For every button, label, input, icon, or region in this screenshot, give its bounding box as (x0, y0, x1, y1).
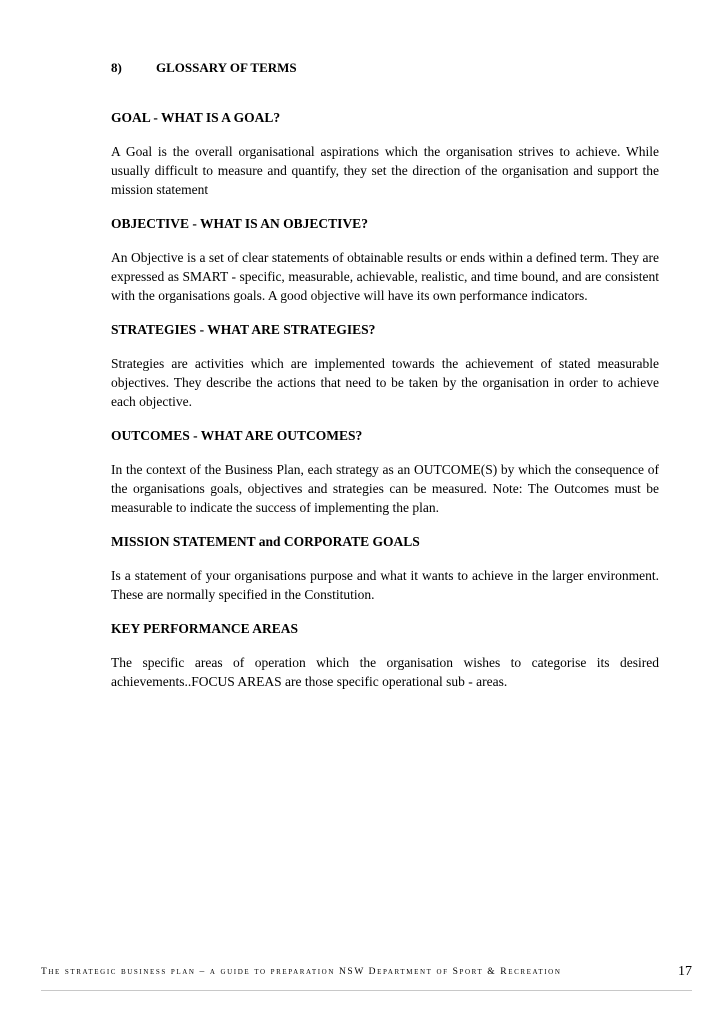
term-definition: Is a statement of your organisations purpose and what it wants to achieve in the larger environment. These are normally specified in the Constitution. (111, 568, 659, 602)
section-number: 8) (111, 60, 122, 75)
glossary-content (111, 108, 659, 706)
term-definition: In the context of the Business Plan, each strategy as an OUTCOME(S) by which the consequence of the organisations goals, objectives and strategies can be measured. Note: The Outcomes must be measurable to indicate the success of implementing the plan. (111, 462, 659, 515)
glossary-term-outcomes (111, 426, 659, 517)
section-title: GLOSSARY OF TERMS (156, 60, 297, 75)
page-footer: The strategic business plan – a guide to preparation NSW Department of Sport & Recreation (41, 967, 562, 977)
page-number: 17 (678, 964, 692, 979)
term-title: MISSION STATEMENT and CORPORATE GOALS (111, 534, 420, 549)
term-title: KEY PERFORMANCE AREAS (111, 621, 299, 636)
term-title: STRATEGIES - WHAT ARE STRATEGIES? (111, 322, 376, 337)
footer-divider (41, 990, 692, 991)
glossary-term-key-performance-areas (111, 619, 659, 691)
glossary-term-objective (111, 214, 659, 305)
glossary-term-mission-statement (111, 532, 659, 604)
glossary-term-strategies (111, 320, 659, 411)
term-definition: Strategies are activities which are implemented towards the achievement of stated measurable objectives. They describe the actions that need to be taken by the organisation in order to achieve each objective. (111, 356, 659, 409)
term-definition: A Goal is the overall organisational aspirations which the organisation strives to achieve. While usually difficult to measure and quantify, they set the direction of the organisation and support the mission statement (111, 144, 659, 197)
term-title: OBJECTIVE - WHAT IS AN OBJECTIVE? (111, 216, 368, 231)
glossary-term-goal (111, 108, 659, 199)
term-title: OUTCOMES - WHAT ARE OUTCOMES? (111, 428, 363, 443)
term-title: GOAL - WHAT IS A GOAL? (111, 110, 281, 125)
term-definition: An Objective is a set of clear statements of obtainable results or ends within a defined term. They are expressed as SMART - specific, measurable, achievable, realistic, and time bound, and are consistent with the organisations goals. A good objective will have its own performance indicators. (111, 250, 659, 303)
section-heading (111, 60, 297, 76)
term-definition: The specific areas of operation which the organisation wishes to categorise its desired achievements..FOCUS AREAS are those specific operational sub - areas. (111, 655, 659, 689)
